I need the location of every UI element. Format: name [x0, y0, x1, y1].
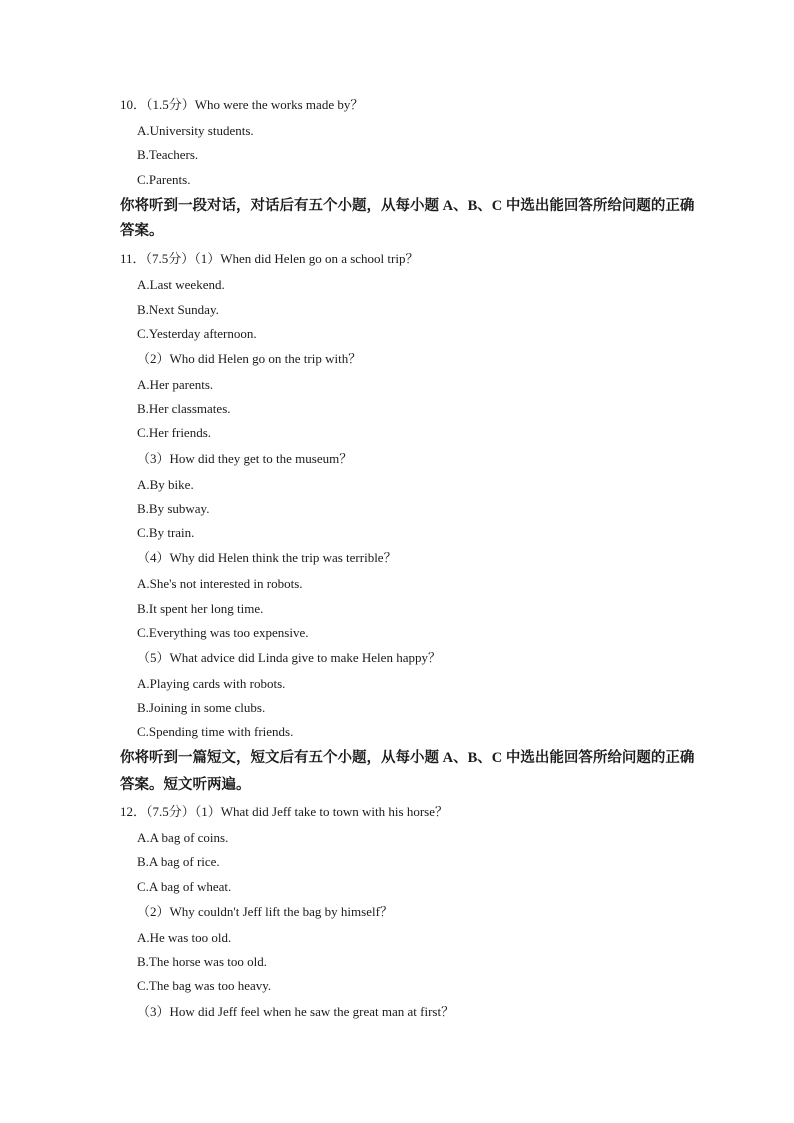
q11-1-option-a: A.Last weekend.: [137, 277, 225, 292]
q11-3-question: （3）How did they get to the museum？: [137, 451, 353, 466]
q11-2-option-c: C.Her friends.: [137, 425, 212, 440]
q11-2-question: （2）Who did Helen go on the trip with？: [137, 351, 362, 366]
q10-option-a: A.University students.: [137, 123, 254, 138]
question-11-stem: 11．（7.5分）（1）When did Helen go on a school trip？: [120, 251, 419, 266]
q10-option-c: C.Parents.: [137, 172, 191, 187]
q11-4-question: （4）Why did Helen think the trip was terrible？: [137, 550, 397, 565]
q11-3-option-b: B.By subway.: [137, 501, 210, 516]
q12-3-question: （3）How did Jeff feel when he saw the great man at first？: [137, 1004, 455, 1019]
q11-3-option-c: C.By train.: [137, 525, 195, 540]
q11-5-option-a: A.Playing cards with robots.: [137, 676, 286, 691]
question-10-stem: 10．（1.5分）Who were the works made by？: [120, 97, 364, 112]
q11-2-option-b: B.Her classmates.: [137, 401, 231, 416]
q11-5-option-c: C.Spending time with friends.: [137, 724, 294, 739]
q11-3-option-a: A.By bike.: [137, 477, 194, 492]
q11-1-option-c: C.Yesterday afternoon.: [137, 326, 257, 341]
q12-2-option-b: B.The horse was too old.: [137, 954, 267, 969]
q12-1-option-c: C.A bag of wheat.: [137, 879, 232, 894]
q11-4-option-b: B.It spent her long time.: [137, 601, 264, 616]
q11-1-option-b: B.Next Sunday.: [137, 302, 219, 317]
q12-1-option-a: A.A bag of coins.: [137, 830, 229, 845]
dialogue-instruction-line2: 答案。: [120, 223, 164, 239]
q11-2-option-a: A.Her parents.: [137, 377, 214, 392]
q10-option-b: B.Teachers.: [137, 147, 199, 162]
q12-2-option-a: A.He was too old.: [137, 930, 232, 945]
question-12-stem: 12．（7.5分）（1）What did Jeff take to town with his horse？: [120, 804, 448, 819]
passage-instruction-line2: 答案。短文听两遍。: [120, 777, 251, 793]
q11-4-option-a: A.She's not interested in robots.: [137, 576, 303, 591]
passage-instruction-line1: 你将听到一篇短文，短文后有五个小题，从每小题 A、B、C 中选出能回答所给问题的正确: [120, 750, 695, 766]
q11-5-option-b: B.Joining in some clubs.: [137, 700, 266, 715]
q11-5-question: （5）What advice did Linda give to make Helen happy？: [137, 650, 441, 665]
q12-2-question: （2）Why couldn't Jeff lift the bag by himself？: [137, 904, 393, 919]
q11-4-option-c: C.Everything was too expensive.: [137, 625, 309, 640]
q12-1-option-b: B.A bag of rice.: [137, 854, 220, 869]
dialogue-instruction-line1: 你将听到一段对话，对话后有五个小题，从每小题 A、B、C 中选出能回答所给问题的正确: [120, 198, 695, 214]
q12-2-option-c: C.The bag was too heavy.: [137, 978, 272, 993]
